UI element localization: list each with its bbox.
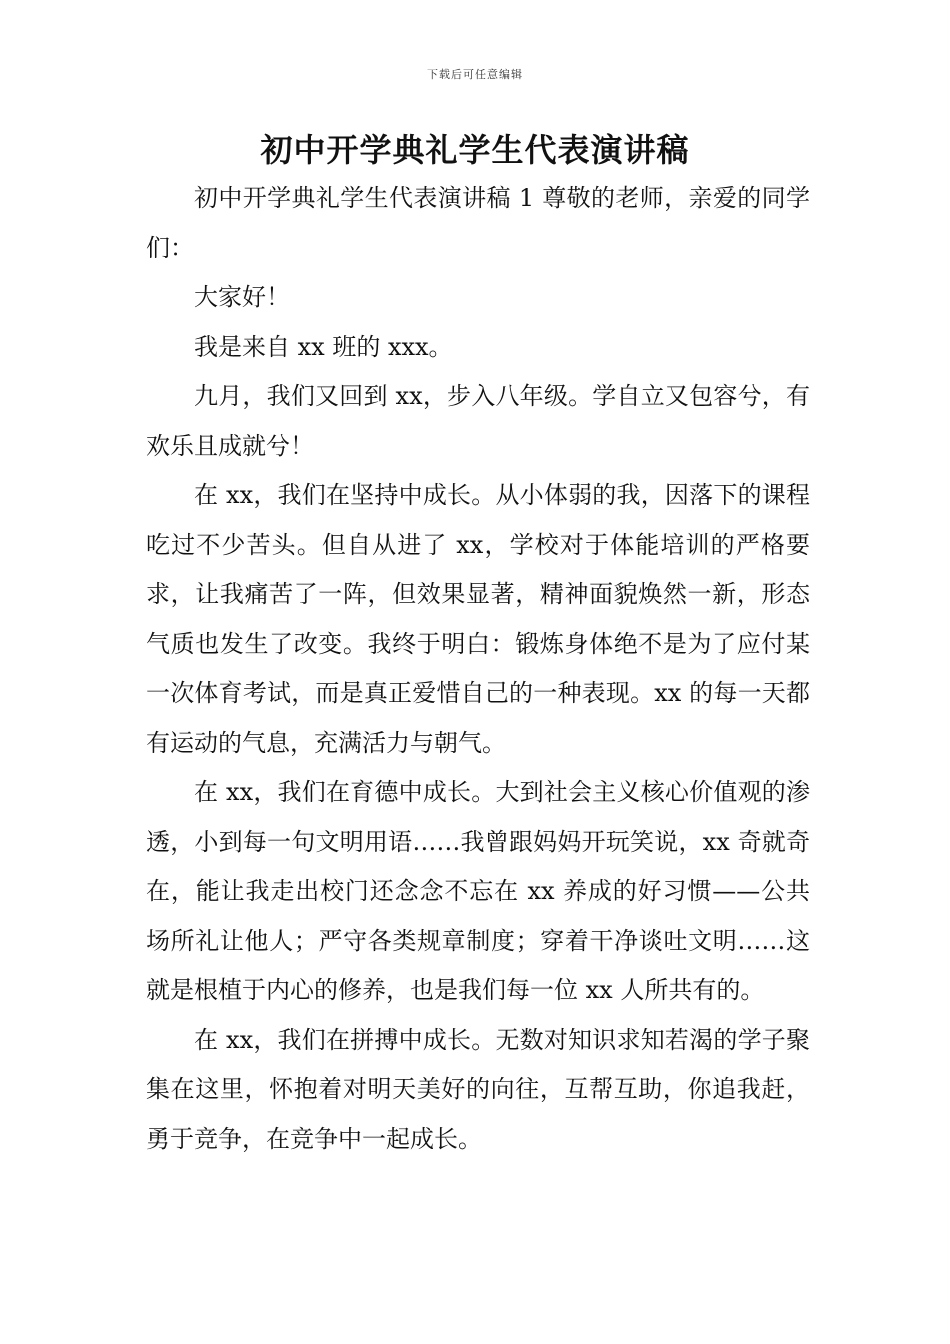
paragraph-hello: 大家好！ [194,283,290,311]
document-body [146,174,810,1164]
paragraph-greeting: 初中开学典礼学生代表演讲稿 1 尊敬的老师，亲爱的同学们： [146,184,810,262]
document-title: 初中开学典礼学生代表演讲稿 [260,131,690,169]
paragraph-september: 九月，我们又回到 xx，步入八年级。学自立又包容兮，有欢乐且成就兮！ [146,382,810,460]
header-note: 下载后可任意编辑 [427,68,523,81]
paragraph-intro: 我是来自 xx 班的 xxx。 [194,332,453,361]
paragraph-striving: 在 xx，我们在拼搏中成长。无数对知识求知若渴的学子聚集在这里，怀抱着对明天美好的向往，互帮互助，你追我赶，勇于竞争，在竞争中一起成长。 [146,1025,810,1153]
paragraph-persistence: 在 xx，我们在坚持中成长。从小体弱的我，因落下的课程吃过不少苦头。但自从进了 xx，学校对于体能培训的严格要求，让我痛苦了一阵，但效果显著，精神面貌焕然一新，形态气质也发生了改变。我终于明白：锻炼身体绝不是为了应付某一次体育考试，而是真正爱惜自己的一种表现。xx 的每一天都有运动的气息，充满活力与朝气。 [146,481,810,757]
paragraph-morality: 在 xx，我们在育德中成长。大到社会主义核心价值观的渗透，小到每一句文明用语……我曾跟妈妈开玩笑说，xx 奇就奇在，能让我走出校门还念念不忘在 xx 养成的好习惯——公共场所礼让他人；严守各类规章制度；穿着干净谈吐文明……这就是根植于内心的修养，也是我们每一位 xx 人所共有的。 [146,778,810,1004]
